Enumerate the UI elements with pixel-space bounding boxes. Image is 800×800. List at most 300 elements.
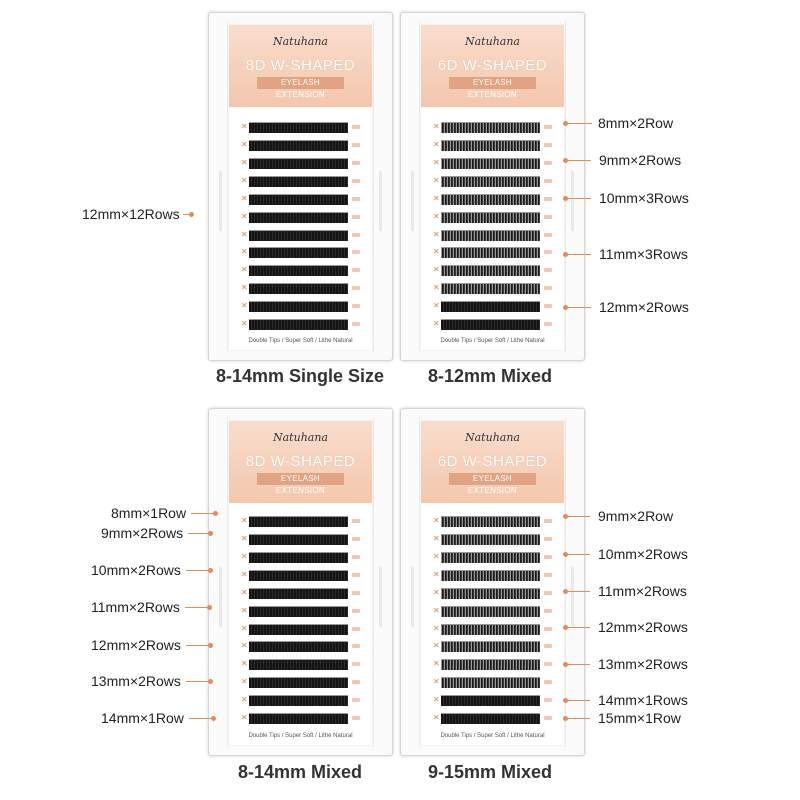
length-tag: [352, 644, 360, 648]
length-tag: [544, 179, 552, 183]
annotation-label: 9mm×2Row: [598, 508, 674, 524]
lash-strip: [433, 265, 554, 275]
leader-line: [568, 307, 591, 308]
product-subtitle: EYELASH EXTENSION: [449, 473, 536, 485]
caption-4: 9-15mm Mixed: [427, 762, 553, 782]
card-header: [421, 25, 564, 107]
lash-strip: [433, 552, 554, 562]
leader-dot-icon: [207, 605, 212, 610]
leader-line: [191, 513, 213, 514]
lash-strip: [241, 319, 362, 329]
lash-row: [441, 158, 540, 169]
lash-strip: [241, 140, 362, 150]
leader-line: [568, 627, 590, 628]
strip-tab-icon: ✕: [433, 301, 440, 311]
lash-row: [441, 122, 540, 133]
lash-row: [441, 552, 540, 563]
leader-line: [568, 700, 590, 701]
leader-line: [186, 681, 208, 682]
strip-tab-icon: ✕: [433, 139, 440, 149]
lash-strip: [433, 516, 554, 526]
lash-strips: [229, 122, 372, 337]
length-tag: [352, 286, 360, 290]
strip-tab-icon: ✕: [241, 551, 248, 561]
lash-row: [441, 624, 540, 635]
leader-dot-icon: [189, 212, 194, 217]
leader-line: [568, 591, 590, 592]
length-tag: [352, 698, 360, 702]
lash-row: [441, 140, 540, 151]
lash-strips: [421, 122, 564, 337]
strip-tab-icon: ✕: [433, 695, 440, 705]
leader-line: [189, 718, 211, 719]
lash-row: [249, 140, 348, 151]
strip-tab-icon: ✕: [433, 193, 440, 203]
length-tag: [544, 125, 552, 129]
length-annotation: [82, 205, 194, 223]
lash-row: [249, 194, 348, 205]
annotation-label: 8mm×1Row: [111, 505, 187, 521]
leader-line: [186, 645, 208, 646]
length-tag: [544, 322, 552, 326]
lash-strip: [433, 606, 554, 616]
length-tag: [544, 555, 552, 559]
lash-card-4: [421, 421, 564, 745]
strip-tab-icon: ✕: [241, 247, 248, 257]
lash-row: [249, 695, 348, 706]
strip-tab-icon: ✕: [433, 247, 440, 257]
lash-strip: [433, 230, 554, 240]
caption-1: 8-14mm Single Size: [215, 366, 385, 386]
annotation-label: 9mm×2Rows: [101, 525, 184, 541]
length-tag: [544, 304, 552, 308]
lash-row: [249, 122, 348, 133]
length-tag: [544, 537, 552, 541]
lash-row: [441, 516, 540, 527]
strip-tab-icon: ✕: [433, 265, 440, 275]
lash-strip: [241, 552, 362, 562]
strip-tab-icon: ✕: [433, 587, 440, 597]
strip-tab-icon: ✕: [433, 211, 440, 221]
strip-tab-icon: ✕: [433, 122, 440, 131]
length-tag: [352, 519, 360, 523]
lash-tray-1: [208, 12, 393, 361]
lash-row: [249, 230, 348, 241]
lash-strip: [241, 606, 362, 616]
lash-strip: [241, 283, 362, 293]
leader-line: [183, 214, 189, 215]
annotation-label: 15mm×1Row: [598, 710, 681, 726]
card-header: [229, 25, 372, 107]
strip-tab-icon: ✕: [241, 659, 248, 669]
length-tag: [352, 250, 360, 254]
annotation-label: 11mm×3Rows: [599, 246, 688, 262]
lash-strip: [433, 301, 554, 311]
length-tag: [544, 286, 552, 290]
lash-strip: [433, 212, 554, 222]
annotation-label: 11mm×2Rows: [91, 599, 180, 615]
strip-tab-icon: ✕: [433, 229, 440, 239]
strip-tab-icon: ✕: [433, 641, 440, 651]
leader-line: [568, 516, 590, 517]
lash-strip: [241, 122, 362, 132]
length-annotation: [563, 298, 689, 316]
lash-strip: [241, 677, 362, 687]
lash-card-3: [229, 421, 372, 745]
lash-row: [249, 677, 348, 688]
lash-strip: [241, 659, 362, 669]
lash-strip: [433, 624, 554, 634]
lash-row: [249, 606, 348, 617]
strip-tab-icon: ✕: [241, 211, 248, 221]
tray-side-rail: [409, 21, 420, 352]
strip-tab-icon: ✕: [241, 695, 248, 705]
lash-strip: [241, 534, 362, 544]
lash-row: [441, 265, 540, 276]
brand-logo: Natuhana: [273, 431, 328, 444]
lash-row: [249, 641, 348, 652]
length-annotation: [91, 636, 213, 654]
card-header: [229, 421, 372, 503]
length-tag: [352, 125, 360, 129]
lash-row: [249, 516, 348, 527]
strip-tab-icon: ✕: [433, 319, 440, 329]
leader-dot-icon: [208, 531, 213, 536]
leader-dot-icon: [213, 511, 218, 516]
length-tag: [352, 555, 360, 559]
strip-tab-icon: ✕: [241, 139, 248, 149]
strip-tab-icon: ✕: [433, 659, 440, 669]
lash-strip: [433, 194, 554, 204]
lash-row: [249, 659, 348, 670]
annotation-label: 10mm×3Rows: [599, 190, 689, 206]
length-annotation: [563, 582, 687, 600]
card-header: [421, 421, 564, 503]
length-tag: [352, 537, 360, 541]
length-tag: [544, 143, 552, 147]
strip-tab-icon: ✕: [241, 175, 248, 185]
length-tag: [352, 179, 360, 183]
leader-line: [185, 607, 207, 608]
lash-row: [249, 713, 348, 724]
lash-strip: [241, 230, 362, 240]
lash-strip: [433, 570, 554, 580]
lash-strip: [433, 677, 554, 687]
leader-line: [186, 570, 208, 571]
length-tag: [544, 573, 552, 577]
caption-3: 8-14mm Mixed: [237, 762, 363, 782]
lash-row: [249, 247, 348, 258]
product-title: 8D W-SHAPED: [245, 57, 356, 74]
length-tag: [544, 197, 552, 201]
lash-row: [249, 588, 348, 599]
length-annotation: [563, 618, 688, 636]
length-tag: [544, 609, 552, 613]
lash-strip: [241, 247, 362, 257]
lash-row: [249, 624, 348, 635]
leader-line: [188, 533, 208, 534]
strip-tab-icon: ✕: [241, 623, 248, 633]
lash-row: [249, 265, 348, 276]
length-tag: [544, 698, 552, 702]
length-annotation: [563, 151, 681, 169]
strip-tab-icon: ✕: [241, 641, 248, 651]
length-annotation: [563, 114, 673, 132]
annotation-label: 14mm×1Rows: [598, 692, 688, 708]
annotation-label: 12mm×2Rows: [91, 637, 181, 653]
tray-side-rail: [373, 417, 384, 747]
lash-row: [249, 552, 348, 563]
length-annotation: [91, 672, 213, 690]
lash-row: [441, 230, 540, 241]
leader-dot-icon: [208, 679, 213, 684]
strip-tab-icon: ✕: [433, 569, 440, 579]
length-tag: [352, 627, 360, 631]
lash-strip: [241, 695, 362, 705]
lash-row: [441, 677, 540, 688]
strip-tab-icon: ✕: [433, 623, 440, 633]
lash-strip: [241, 713, 362, 723]
lash-row: [441, 570, 540, 581]
lash-strip: [241, 641, 362, 651]
leader-line: [568, 254, 591, 255]
length-annotation: [563, 545, 688, 563]
lash-strip: [433, 713, 554, 723]
strip-tab-icon: ✕: [433, 283, 440, 293]
product-subtitle: EYELASH EXTENSION: [257, 473, 344, 485]
tray-side-rail: [373, 21, 384, 352]
lash-strip: [241, 624, 362, 634]
length-tag: [352, 268, 360, 272]
length-annotation: [563, 691, 688, 709]
strip-tab-icon: ✕: [433, 677, 440, 687]
lash-strip: [241, 158, 362, 168]
product-title: 6D W-SHAPED: [437, 57, 548, 74]
annotation-label: 12mm×2Rows: [598, 619, 688, 635]
length-tag: [544, 644, 552, 648]
strip-tab-icon: ✕: [433, 551, 440, 561]
length-tag: [352, 591, 360, 595]
length-tag: [352, 716, 360, 720]
annotation-label: 14mm×1Row: [101, 710, 184, 726]
length-annotation: [91, 598, 212, 616]
lash-strip: [433, 140, 554, 150]
product-title: 6D W-SHAPED: [437, 453, 548, 470]
lash-row: [249, 283, 348, 294]
lash-row: [249, 301, 348, 312]
length-tag: [352, 215, 360, 219]
tray-side-rail: [217, 417, 228, 747]
lash-strip: [433, 588, 554, 598]
lash-row: [441, 194, 540, 205]
length-tag: [352, 233, 360, 237]
leader-dot-icon: [211, 716, 216, 721]
length-annotation: [563, 709, 681, 727]
annotation-label: 8mm×2Row: [598, 115, 674, 131]
annotation-label: 13mm×2Rows: [91, 673, 181, 689]
length-tag: [544, 680, 552, 684]
strip-tab-icon: ✕: [241, 605, 248, 615]
length-tag: [352, 197, 360, 201]
card-footer: Double Tips / Super Soft / Lithe Natural: [248, 338, 353, 344]
length-annotation: [563, 655, 688, 673]
length-tag: [544, 627, 552, 631]
length-tag: [544, 215, 552, 219]
lash-strip: [241, 176, 362, 186]
lash-row: [249, 570, 348, 581]
tray-side-rail: [409, 417, 420, 747]
lash-strip: [433, 283, 554, 293]
lash-strip: [433, 319, 554, 329]
length-tag: [352, 161, 360, 165]
leader-line: [568, 718, 590, 719]
lash-row: [249, 534, 348, 545]
annotation-label: 11mm×2Rows: [598, 583, 687, 599]
length-tag: [544, 233, 552, 237]
lash-strip: [433, 534, 554, 544]
length-tag: [352, 573, 360, 577]
brand-logo: Natuhana: [465, 35, 520, 48]
caption-2: 8-12mm Mixed: [427, 366, 553, 386]
leader-line: [568, 123, 592, 124]
strip-tab-icon: ✕: [241, 193, 248, 203]
lash-row: [441, 641, 540, 652]
lash-row: [441, 695, 540, 706]
strip-tab-icon: ✕: [241, 122, 248, 131]
strip-tab-icon: ✕: [241, 569, 248, 579]
strip-tab-icon: ✕: [241, 533, 248, 543]
length-tag: [544, 519, 552, 523]
strip-tab-icon: ✕: [241, 229, 248, 239]
lash-strip: [433, 158, 554, 168]
strip-tab-icon: ✕: [241, 516, 248, 525]
length-annotation: [91, 561, 213, 579]
leader-dot-icon: [208, 568, 213, 573]
length-tag: [544, 268, 552, 272]
length-tag: [544, 662, 552, 666]
annotation-label: 10mm×2Rows: [91, 562, 181, 578]
lash-row: [441, 659, 540, 670]
card-footer: Double Tips / Super Soft / Lithe Natural: [248, 733, 353, 739]
leader-dot-icon: [208, 643, 213, 648]
lash-row: [441, 283, 540, 294]
lash-row: [441, 301, 540, 312]
length-annotation: [101, 524, 213, 542]
length-tag: [544, 161, 552, 165]
lash-strip: [433, 659, 554, 669]
tray-side-rail: [217, 21, 228, 352]
leader-line: [568, 198, 591, 199]
annotation-label: 10mm×2Rows: [598, 546, 688, 562]
strip-tab-icon: ✕: [241, 157, 248, 167]
length-tag: [544, 591, 552, 595]
length-tag: [352, 143, 360, 147]
lash-strip: [241, 301, 362, 311]
lash-card-2: [421, 25, 564, 350]
lash-strip: [241, 265, 362, 275]
lash-strip: [433, 176, 554, 186]
lash-row: [249, 158, 348, 169]
product-subtitle: EYELASH EXTENSION: [449, 77, 536, 89]
strip-tab-icon: ✕: [241, 677, 248, 687]
lash-row: [441, 247, 540, 258]
strip-tab-icon: ✕: [241, 301, 248, 311]
lash-strip: [241, 516, 362, 526]
lash-row: [441, 319, 540, 330]
strip-tab-icon: ✕: [241, 283, 248, 293]
strip-tab-icon: ✕: [433, 713, 440, 723]
length-tag: [352, 322, 360, 326]
lash-strip: [241, 588, 362, 598]
lash-row: [441, 176, 540, 187]
length-tag: [352, 680, 360, 684]
annotation-label: 12mm×12Rows: [82, 206, 180, 222]
length-tag: [544, 250, 552, 254]
length-annotation: [563, 245, 688, 263]
card-footer: Double Tips / Super Soft / Lithe Natural: [440, 733, 545, 739]
card-footer: Double Tips / Super Soft / Lithe Natural: [440, 338, 545, 344]
lash-row: [441, 588, 540, 599]
lash-strip: [241, 570, 362, 580]
strip-tab-icon: ✕: [433, 175, 440, 185]
lash-card-1: [229, 25, 372, 350]
lash-row: [249, 212, 348, 223]
length-annotation: [101, 709, 216, 727]
lash-strip: [433, 641, 554, 651]
length-annotation: [563, 507, 673, 525]
lash-strip: [241, 194, 362, 204]
lash-strips: [421, 516, 564, 731]
product-subtitle: EYELASH EXTENSION: [257, 77, 344, 89]
lash-row: [441, 606, 540, 617]
lash-tray-2: [400, 12, 585, 361]
length-tag: [352, 304, 360, 308]
lash-strip: [433, 122, 554, 132]
strip-tab-icon: ✕: [241, 713, 248, 723]
lash-strips: [229, 516, 372, 731]
product-title: 8D W-SHAPED: [245, 453, 356, 470]
lash-row: [441, 212, 540, 223]
leader-line: [568, 664, 590, 665]
annotation-label: 9mm×2Rows: [599, 152, 682, 168]
strip-tab-icon: ✕: [433, 533, 440, 543]
brand-logo: Natuhana: [465, 431, 520, 444]
lash-strip: [433, 247, 554, 257]
length-tag: [544, 716, 552, 720]
length-tag: [352, 609, 360, 613]
strip-tab-icon: ✕: [433, 516, 440, 525]
annotation-label: 13mm×2Rows: [598, 656, 688, 672]
length-tag: [352, 662, 360, 666]
strip-tab-icon: ✕: [241, 265, 248, 275]
lash-tray-3: [208, 408, 393, 756]
strip-tab-icon: ✕: [433, 605, 440, 615]
length-annotation: [111, 504, 218, 522]
length-annotation: [563, 189, 689, 207]
annotation-label: 12mm×2Rows: [599, 299, 689, 315]
strip-tab-icon: ✕: [241, 319, 248, 329]
leader-line: [568, 554, 590, 555]
brand-logo: Natuhana: [273, 35, 328, 48]
lash-row: [249, 319, 348, 330]
lash-row: [441, 534, 540, 545]
strip-tab-icon: ✕: [241, 587, 248, 597]
leader-line: [568, 160, 591, 161]
lash-strip: [241, 212, 362, 222]
strip-tab-icon: ✕: [433, 157, 440, 167]
lash-row: [441, 713, 540, 724]
lash-row: [249, 176, 348, 187]
